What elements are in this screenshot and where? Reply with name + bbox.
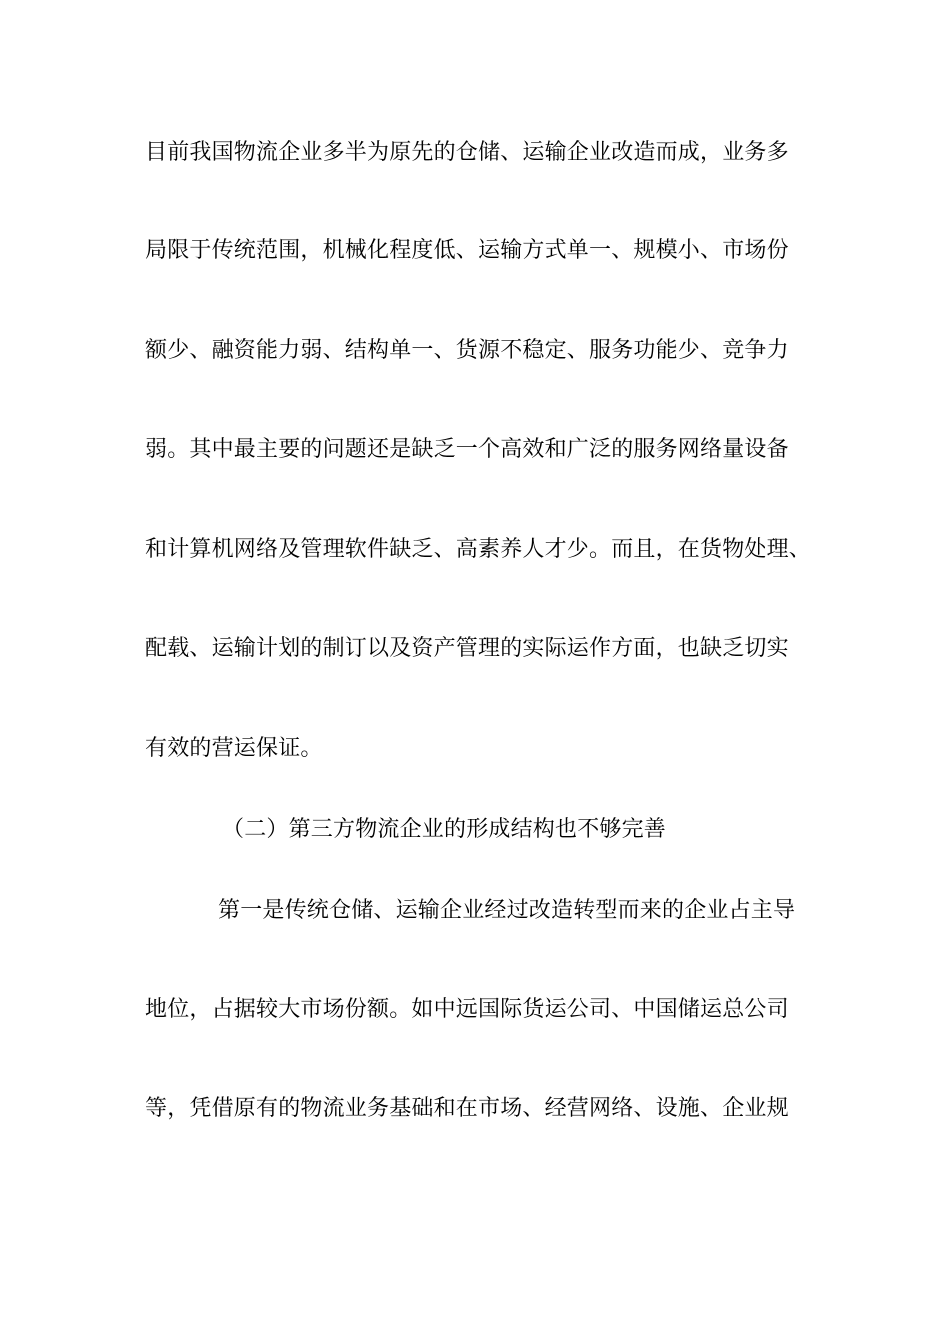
paragraph-1-line-6: 配载、运输计划的制订以及资产管理的实际运作方面，也缺乏切实 (145, 636, 789, 661)
paragraph-1-line-5: 和计算机网络及管理软件缺乏、高素养人才少。而且，在货物处理、 (145, 537, 812, 562)
paragraph-1-line-1: 目前我国物流企业多半为原先的仓储、运输企业改造而成，业务多 (145, 140, 789, 165)
paragraph-1-line-4: 弱。其中最主要的问题还是缺乏一个高效和广泛的服务网络量设备 (145, 437, 789, 462)
paragraph-1-line-2: 局限于传统范围，机械化程度低、运输方式单一、规模小、市场份 (145, 238, 789, 263)
paragraph-2-line-1: 第一是传统仓储、运输企业经过改造转型而来的企业占主导 (218, 898, 796, 923)
section-heading: （二）第三方物流企业的形成结构也不够完善 (222, 817, 667, 842)
paragraph-2-line-3: 等，凭借原有的物流业务基础和在市场、经营网络、设施、企业规 (145, 1096, 789, 1121)
paragraph-2-line-2: 地位，占据较大市场份额。如中远国际货运公司、中国储运总公司 (145, 997, 789, 1022)
paragraph-1-line-7: 有效的营运保证。 (145, 736, 323, 761)
paragraph-1-line-3: 额少、融资能力弱、结构单一、货源不稳定、服务功能少、竞争力 (145, 338, 789, 363)
